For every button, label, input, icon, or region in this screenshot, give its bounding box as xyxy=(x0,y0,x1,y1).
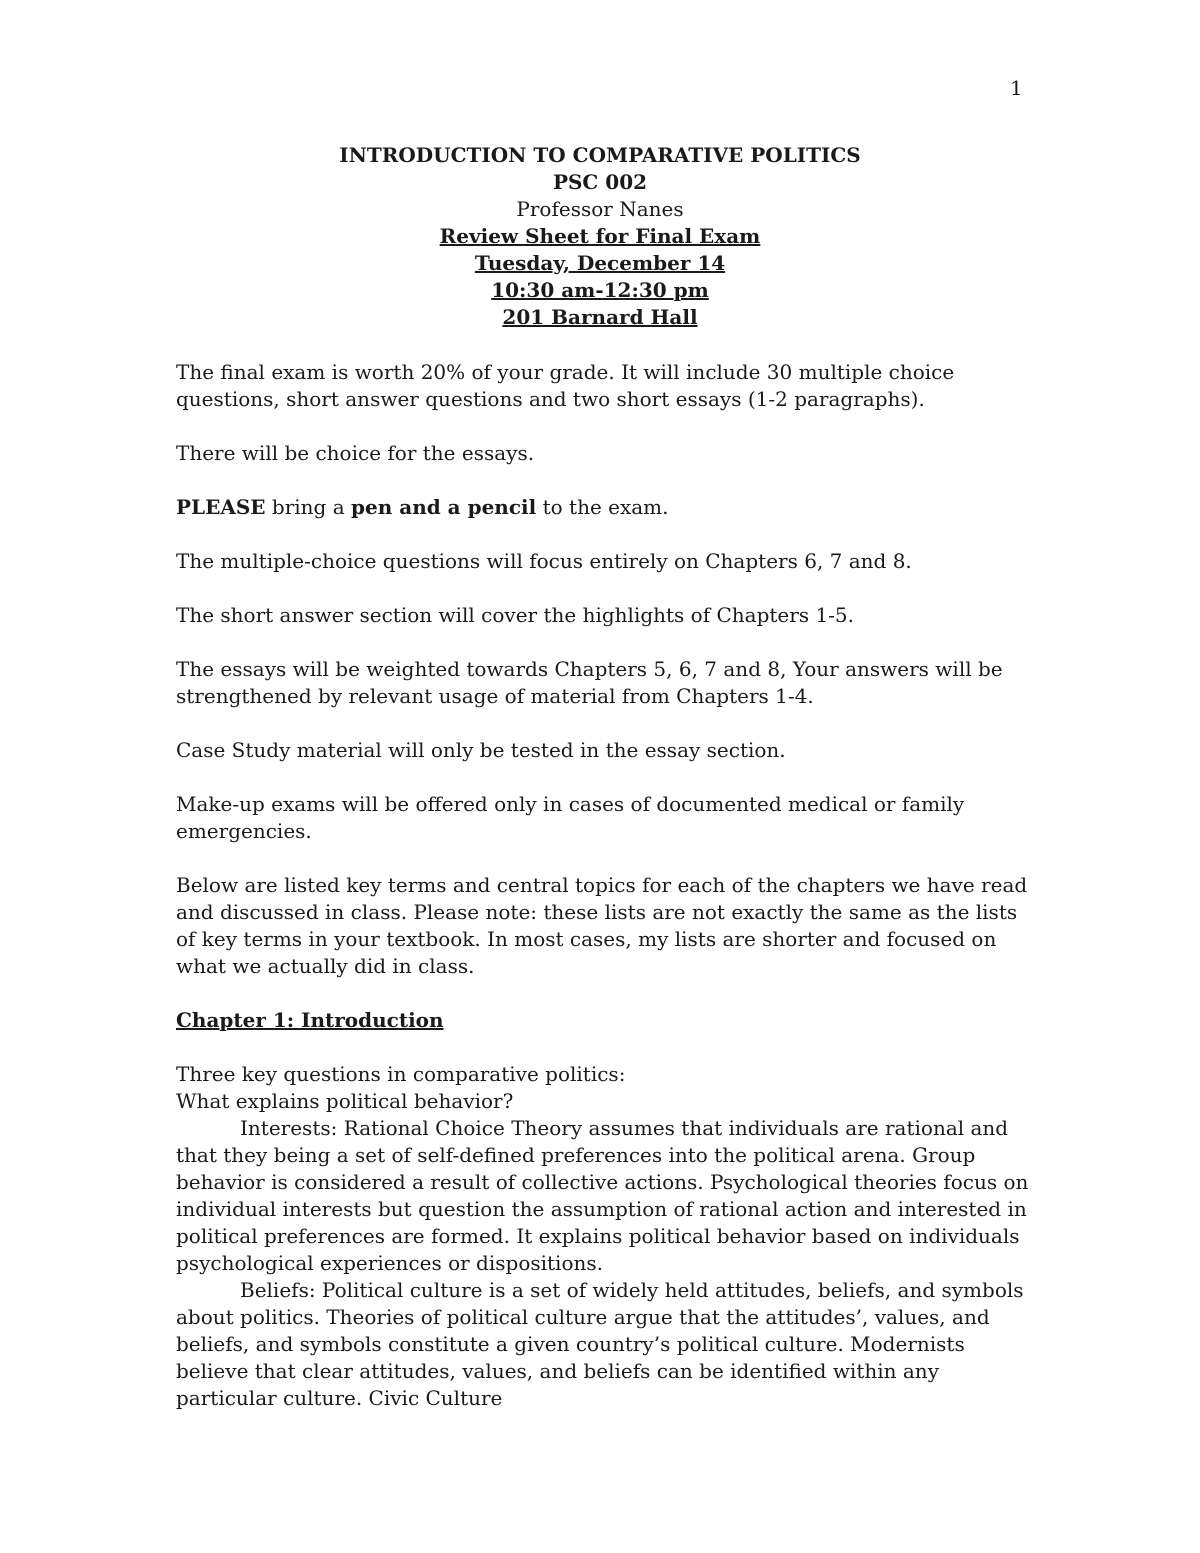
short-answer-paragraph: The short answer section will cover the highlights of Chapters 1-5. xyxy=(176,603,855,627)
bring-text: bring a xyxy=(265,495,352,519)
exam-weight-paragraph: The final exam is worth 20% of your grade. It will include 30 multiple choice questions, short answer questions and two short essays (1-2 paragraphs). xyxy=(176,360,955,411)
sheet-title: Review Sheet for Final Exam xyxy=(439,224,761,248)
page-number: 1 xyxy=(1010,76,1023,100)
document-body xyxy=(176,359,1036,1412)
exam-location: 201 Barnard Hall xyxy=(502,305,698,329)
case-study-paragraph: Case Study material will only be tested in the essay section. xyxy=(176,738,786,762)
essay-weighting-paragraph: The essays will be weighted towards Chapters 5, 6, 7 and 8, Your answers will be strengthened by relevant usage of material from Chapters 1-4. xyxy=(176,657,1003,708)
chapter-1-question-line: What explains political behavior? xyxy=(176,1089,514,1113)
document-header xyxy=(0,142,1200,331)
professor-name: Professor Nanes xyxy=(516,197,684,221)
please-emphasis: PLEASE xyxy=(176,495,266,519)
essay-choice-paragraph: There will be choice for the essays. xyxy=(176,441,535,465)
beliefs-paragraph: Beliefs: Political culture is a set of widely held attitudes, beliefs, and symbols about politics. Theories of political culture argue that the attitudes’, values, and beliefs, and symbols constitute a given country’s political culture. Modernists believe that clear attitudes, values, and beliefs can be identified within any particular culture. Civic Culture xyxy=(176,1278,1024,1410)
interests-paragraph: Interests: Rational Choice Theory assumes that individuals are rational and that they being a set of self-defined preferences into the political arena. Group behavior is considered a result of collective actions. Psychological theories focus on individual interests but question the assumption of rational action and interested in political preferences are formed. It explains political behavior based on individuals psychological experiences or dispositions. xyxy=(176,1116,1029,1275)
course-title: INTRODUCTION TO COMPARATIVE POLITICS xyxy=(339,143,861,167)
chapter-1-intro-line: Three key questions in comparative politics: xyxy=(176,1062,626,1086)
multiple-choice-paragraph: The multiple-choice questions will focus entirely on Chapters 6, 7 and 8. xyxy=(176,549,912,573)
to-exam-text: to the exam. xyxy=(536,495,669,519)
makeup-exam-paragraph: Make-up exams will be offered only in cases of documented medical or family emergencies. xyxy=(176,792,965,843)
key-terms-paragraph: Below are listed key terms and central topics for each of the chapters we have read and discussed in class. Please note: these lists are not exactly the same as the lists of key terms in your textbook. In most cases, my lists are shorter and focused on what we actually did in class. xyxy=(176,873,1028,978)
bring-supplies-paragraph xyxy=(176,494,1036,521)
exam-date: Tuesday, December 14 xyxy=(474,251,726,275)
course-code: PSC 002 xyxy=(552,170,648,194)
pen-pencil-emphasis: pen and a pencil xyxy=(351,495,537,519)
chapter-1-heading: Chapter 1: Introduction xyxy=(176,1008,444,1032)
exam-time: 10:30 am-12:30 pm xyxy=(491,278,709,302)
